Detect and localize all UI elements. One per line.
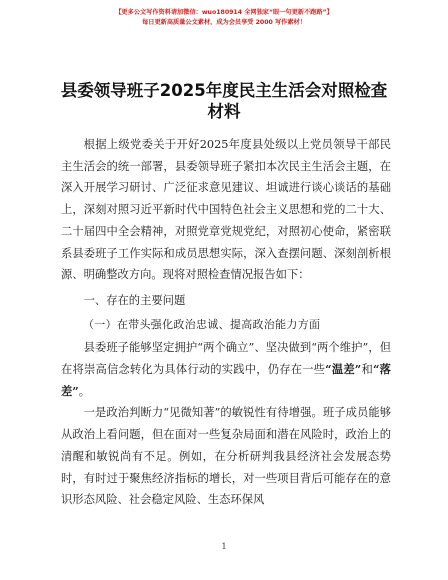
page-number: 1 — [221, 542, 227, 551]
paragraph-political-judgment: 一是政治判断力“见微知著”的敏锐性有待增强。班子成员能够从政治上看问题，但在面对一些复杂局面和潜在风险时，政治上的清醒和敏锐尚有不足。例如，在分析研判我县经济社会发展态势时，有时过于聚焦经济指标的增长，对一些项目背后可能存在的意识形态风险、社会稳定风险、生态环保风 — [61, 406, 391, 507]
promo-banner-line2: 每日更新高质量公文素材，成为会员享受 2000 写作素材！ — [142, 19, 306, 26]
document-title: 县委领导班子2025年度民主生活会对照检查材料 — [60, 81, 388, 121]
bold-term-temperature-gap: “温差” — [325, 362, 362, 377]
paragraph-text: 县委班子能够坚定拥护“两个确立”、坚决做到“两个维护”，但在将崇高信念转化为具体行动的实践中，仍存在一些 — [61, 341, 391, 377]
intro-paragraph: 根据上级党委关于开好2025年度县处级以上党员领导干部民主生活会的统一部署，县委领导班子紧扣本次民主生活会主题，在深入开展学习研讨、广泛征求意见建议、坦诚进行谈心谈话的基础上，深刻对照习近平新时代中国特色社会主义思想和党的二十大、二十届四中全会精神，对照党章党规党纪，对照初心使命，紧密联系县委班子工作实际和成员思想实际，深入查摆问题、深刻剖析根源、明确整改方向。现将对照检查情况报告如下： — [61, 138, 391, 282]
bold-term-performance-gap: “落差” — [61, 362, 391, 398]
section-heading-1: 一、存在的主要问题 — [83, 293, 186, 307]
paragraph-political-loyalty — [61, 337, 391, 402]
paragraph-text: 。 — [78, 384, 91, 398]
promo-banner — [0, 8, 448, 28]
document-body — [61, 134, 391, 511]
promo-banner-line1: 【更多公文写作资料请加微信：wuo180914 全网独家“眼一句更新不跑路”】 — [115, 9, 333, 16]
subsection-heading-1-1: （一）在带头强化政治忠诚、提高政治能力方面 — [83, 317, 321, 331]
paragraph-text: 和 — [361, 363, 373, 377]
